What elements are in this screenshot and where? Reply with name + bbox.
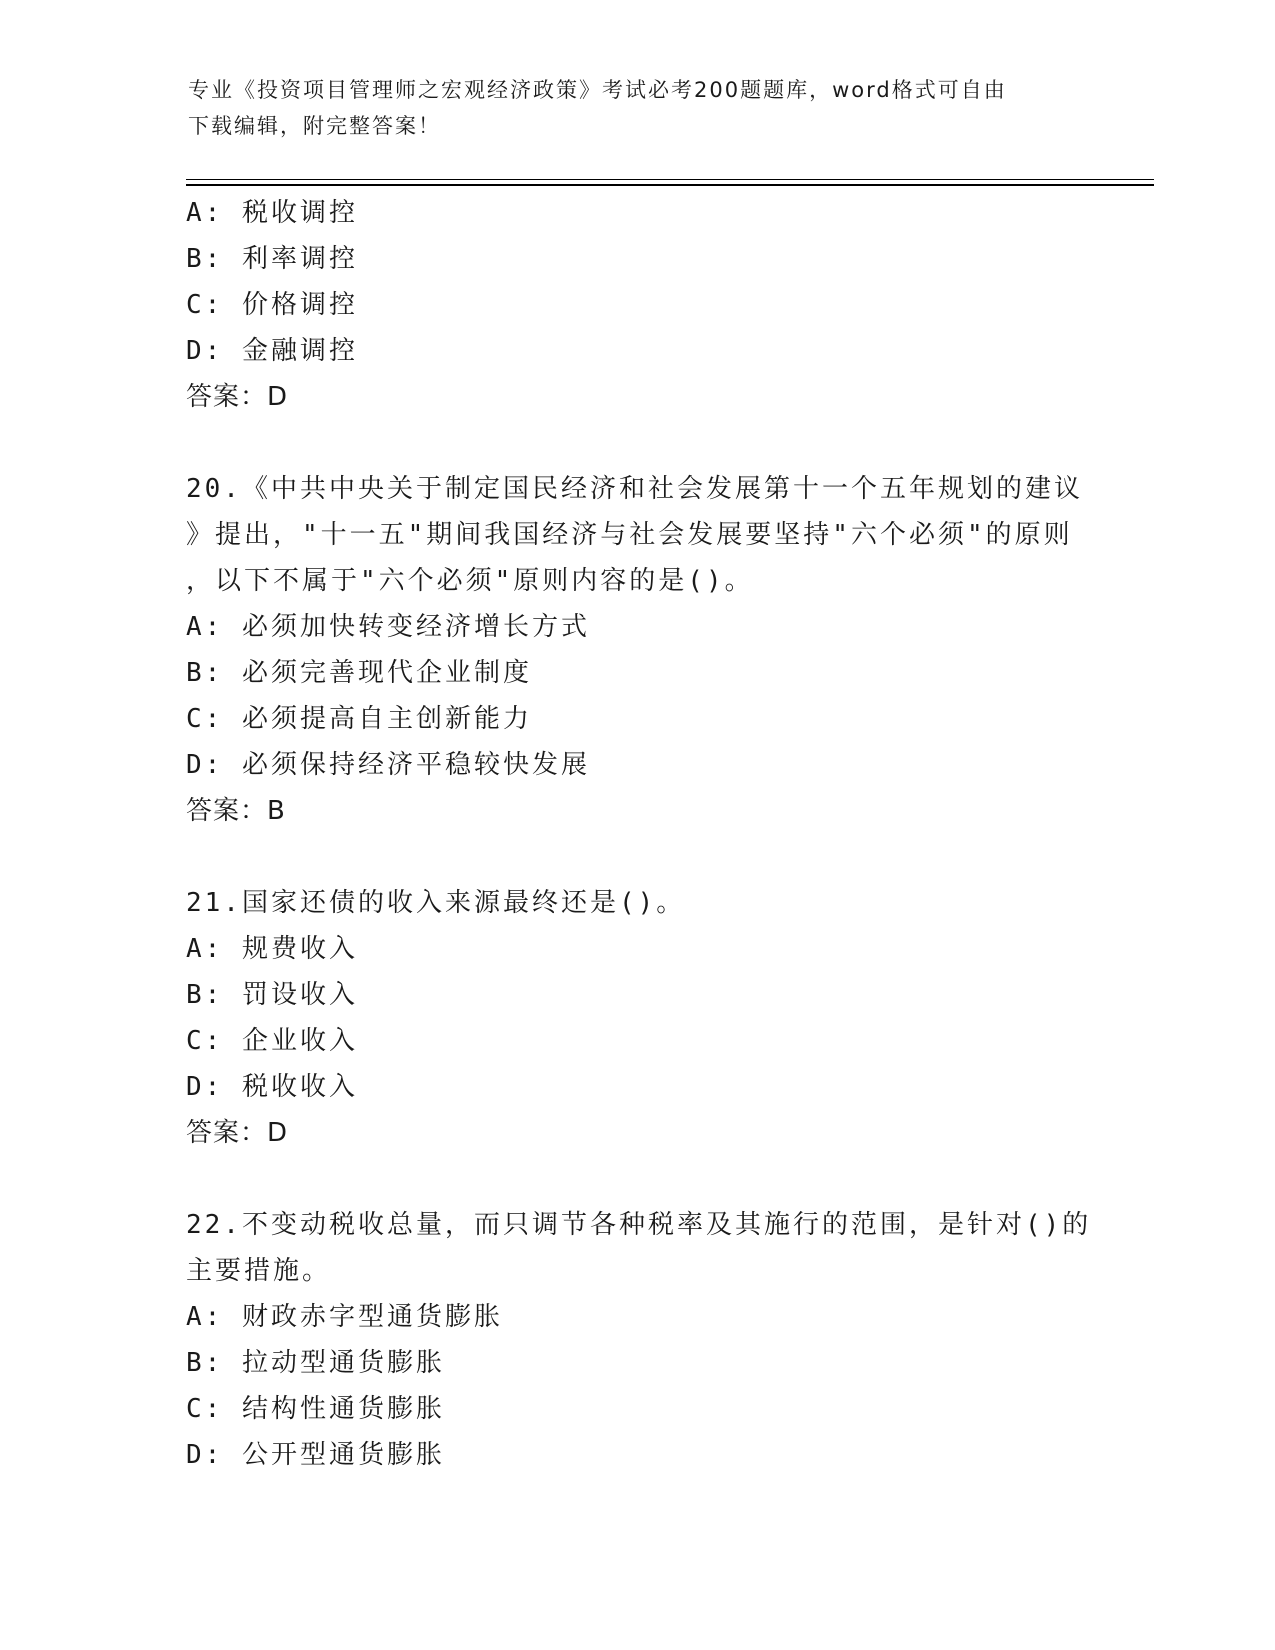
- answer: 答案：D: [186, 382, 289, 412]
- answer: 答案：D: [186, 1118, 289, 1148]
- question-19: [186, 190, 1086, 420]
- option-b: B: 必须完善现代企业制度: [186, 658, 532, 688]
- option-c: C: 企业收入: [186, 1026, 358, 1056]
- option-d: D: 必须保持经济平稳较快发展: [186, 750, 590, 780]
- option-a: A: 规费收入: [186, 934, 358, 964]
- option-c: C: 结构性通货膨胀: [186, 1394, 445, 1424]
- option-b: B: 利率调控: [186, 244, 358, 274]
- header-line-2: 下载编辑，附完整答案！: [188, 114, 441, 138]
- option-d: D: 税收收入: [186, 1072, 358, 1102]
- header-divider-thick: [186, 184, 1154, 186]
- question-22: [186, 1202, 1092, 1478]
- option-b: B: 拉动型通货膨胀: [186, 1348, 445, 1378]
- option-a: A: 财政赤字型通货膨胀: [186, 1302, 503, 1332]
- question-text: 20.《中共中央关于制定国民经济和社会发展第十一个五年规划的建议: [186, 474, 1083, 504]
- option-d: D: 公开型通货膨胀: [186, 1440, 445, 1470]
- question-text: 22.不变动税收总量，而只调节各种税率及其施行的范围，是针对()的: [186, 1210, 1092, 1240]
- option-d: D: 金融调控: [186, 336, 358, 366]
- option-c: C: 价格调控: [186, 290, 358, 320]
- option-b: B: 罚设收入: [186, 980, 358, 1010]
- document-header: [188, 72, 1088, 144]
- answer: 答案：B: [186, 796, 286, 826]
- question-text: ，以下不属于"六个必须"原则内容的是()。: [186, 566, 754, 596]
- question-list: [186, 190, 1092, 1478]
- option-a: A: 税收调控: [186, 198, 358, 228]
- question-20: [186, 466, 1086, 834]
- question-text: 主要措施。: [186, 1256, 332, 1286]
- header-divider-thin: [186, 179, 1154, 180]
- option-a: A: 必须加快转变经济增长方式: [186, 612, 590, 642]
- header-line-1: 专业《投资项目管理师之宏观经济政策》考试必考200题题库，word格式可自由: [188, 78, 1007, 102]
- question-21: [186, 880, 1086, 1156]
- question-text: 21.国家还债的收入来源最终还是()。: [186, 888, 686, 918]
- question-text: 》提出，"十一五"期间我国经济与社会发展要坚持"六个必须"的原则: [186, 520, 1073, 550]
- option-c: C: 必须提高自主创新能力: [186, 704, 532, 734]
